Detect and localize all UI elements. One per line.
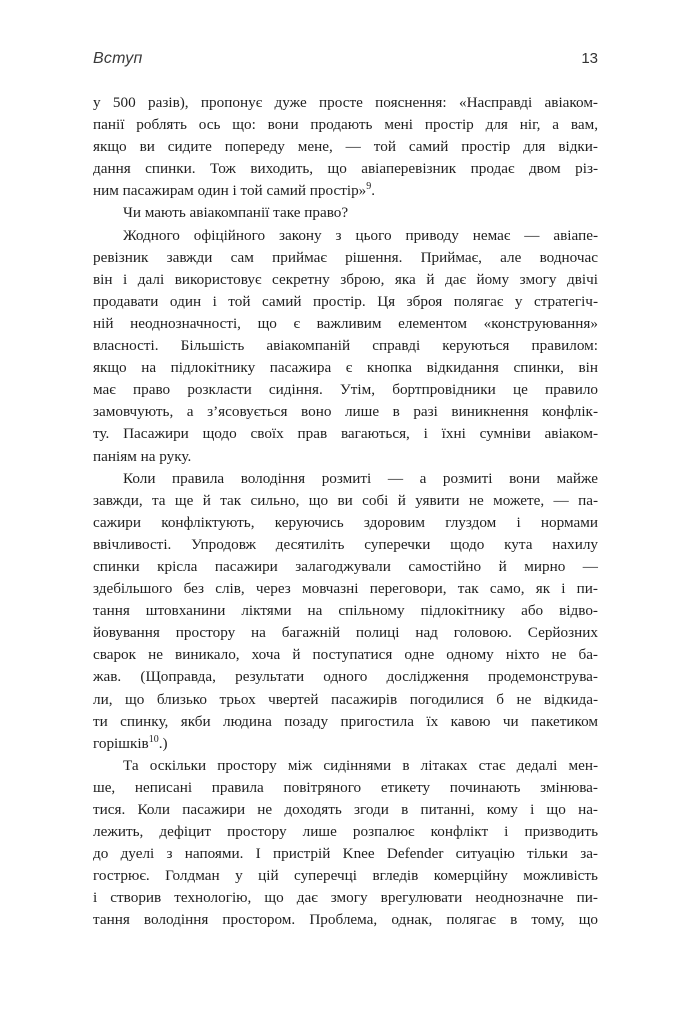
text-line: продавати один і той самий простір. Ця зброя полягає у стратегіч- <box>93 292 598 310</box>
text-line: до дуелі з напоями. І пристрій Knee Defender ситуацію тільки за- <box>93 845 598 863</box>
text-line: завжди, та ще й так сильно, що ви собі й уявити не можете, — па- <box>93 491 598 509</box>
paragraph <box>93 202 598 224</box>
running-header <box>93 50 598 70</box>
paragraph <box>93 755 598 932</box>
text-line: у 500 разів), пропонує дуже просте пояснення: «Насправді авіаком- <box>93 94 598 111</box>
text-line: ревізник завжди сам приймає рішення. Приймає, але водночас <box>93 248 598 266</box>
text-line: він і далі використовує секретну зброю, яка й дає йому змогу двічі <box>93 270 598 288</box>
text-line: ввічливості. Упродовж десятиліть суперечки щодо кута нахилу <box>93 535 598 553</box>
text-line: сажири конфліктують, керуючись здоровим глуздом і нормами <box>93 513 598 531</box>
page-number: 13 <box>581 50 598 67</box>
text-line: лежить, дефіцит простору лише розпалює конфлікт і призводить <box>93 823 598 841</box>
section-title: Вступ <box>93 50 143 67</box>
text-line: панії роблять ось що: вони продають мені простір для ніг, а вам, <box>93 116 598 134</box>
text-line: спинки крісла пасажири залагоджували самостійно й мирно — <box>93 557 598 575</box>
text-line: ним пасажирам один і той самий простір»$^9$. <box>93 181 376 200</box>
text-line: дання спинки. Тож виходить, що авіаперевізник продає двом різ- <box>93 160 598 178</box>
text-line: йовування простору на багажній полиці над головою. Серйозних <box>93 624 598 642</box>
text-line: ше, неписані правила повітряного етикету починають змінюва- <box>93 778 598 796</box>
text-line: жав. (Щоправда, результати одного дослідження продемонструва- <box>93 668 598 686</box>
text-line: гострює. Голдман у цій суперечці вгледів комерційну можливість <box>93 867 598 885</box>
paragraph <box>93 468 598 755</box>
text-line: ній неоднозначності, що є важливим елементом «конструювання» <box>93 314 598 332</box>
footnote-reference: 9 <box>366 181 372 193</box>
text-line: Чи мають авіакомпанії таке право? <box>123 204 349 222</box>
paragraph <box>93 225 598 468</box>
paragraph <box>93 92 598 202</box>
text-line: має право розкласти сидіння. Утім, бортпровідники це правило <box>93 381 598 399</box>
text-line: тання володіння простором. Проблема, однак, полягає в тому, що <box>93 911 598 929</box>
text-line: Та оскільки простору між сидіннями в літаках стає дедалі мен- <box>123 756 598 774</box>
text-line: паніям на руку. <box>93 447 192 465</box>
text-line: ту. Пасажири щодо своїх прав вагаються, і їхні сумніви авіаком- <box>93 425 598 443</box>
text-line: здебільшого без слів, через мовчазні переговори, так само, як і пи- <box>93 580 598 598</box>
text-line: тися. Коли пасажири не доходять згоди в питанні, кому і що на- <box>93 801 598 818</box>
text-line: Коли правила володіння розмиті — а розмиті вони майже <box>123 469 598 487</box>
text-line: власності. Більшість авіакомпаній справді керуються правилом: <box>93 337 598 355</box>
text-line: горішків$^{10}$.) <box>93 733 168 752</box>
text-line: Жодного офіційного закону з цього приводу немає — авіапе- <box>123 226 598 244</box>
body-text <box>93 92 598 932</box>
text-line: ли, що близько трьох чвертей пасажирів погодилися б не відкида- <box>93 690 598 708</box>
text-line: якщо ви сидите попереду мене, — той самий простір для відки- <box>93 138 598 156</box>
text-line: ти спинку, якби людина позаду пригостила їх кавою чи пакетиком <box>93 712 598 730</box>
text-line: тання штовханини ліктями на спільному підлокітнику або відво- <box>93 602 598 620</box>
text-line: і створив технологію, що дає змогу врегулювати неоднозначне пи- <box>93 889 598 907</box>
text-line: замовчують, а з’ясовується воно лише в разі виникнення конфлік- <box>93 403 598 421</box>
footnote-reference: 10 <box>148 733 159 745</box>
text-line: сварок не виникало, хоча й поступатися одне одному ніхто не ба- <box>93 646 598 664</box>
text-line: якщо на підлокітнику пасажира є кнопка відкидання спинки, він <box>93 359 598 377</box>
